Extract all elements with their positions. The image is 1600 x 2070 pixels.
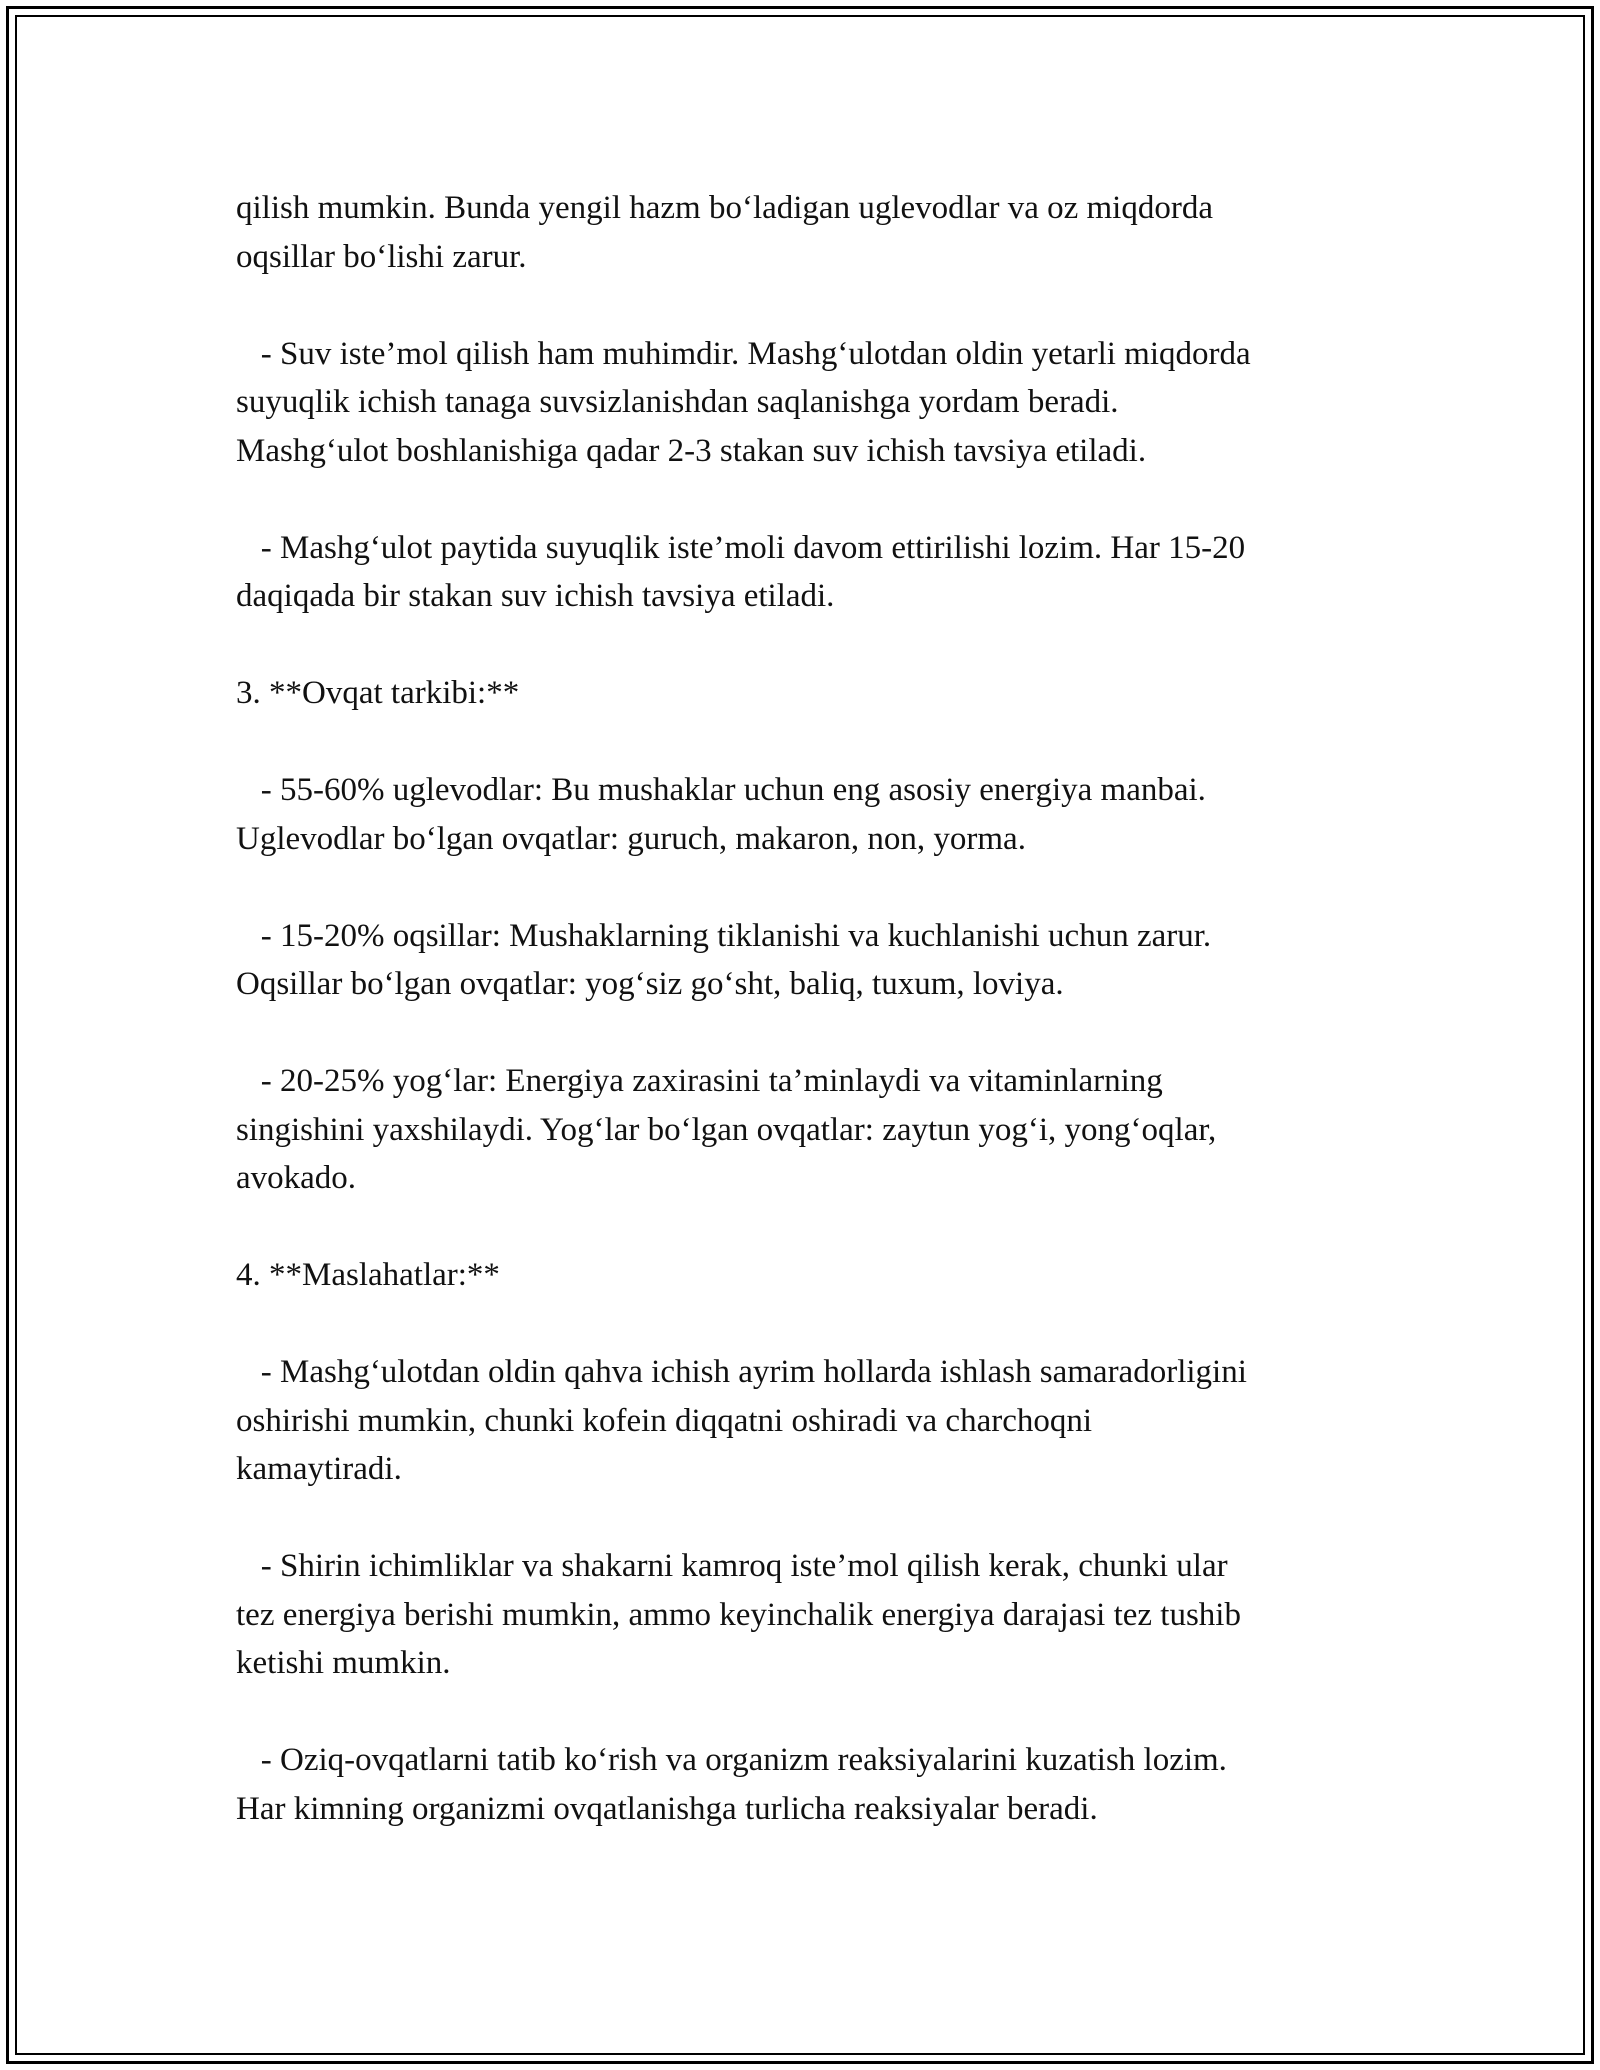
- paragraph-water-before-exercise: - Suv iste’mol qilish ham muhimdir. Mashg‘ulotdan oldin yetarli miqdorda suyuqlik ichish tanaga suvsizlanishdan saqlanishga yordam beradi. Mashg‘ulot boshlanishiga qadar 2-3 stakan suv ichish tavsiya etiladi.: [236, 335, 1251, 469]
- document-body: [236, 184, 1386, 1882]
- paragraph-continuation: qilish mumkin. Bunda yengil hazm bo‘ladigan uglevodlar va oz miqdorda oqsillar bo‘lishi zarur.: [236, 190, 1213, 275]
- paragraph-coffee-tip: - Mashg‘ulotdan oldin qahva ichish ayrim hollarda ishlash samaradorligini oshirishi mumkin, chunki kofein diqqatni oshiradi va charchoqni kamaytiradi.: [236, 1354, 1247, 1487]
- paragraph-proteins: - 15-20% oqsillar: Mushaklarning tiklanishi va kuchlanishi uchun zarur. Oqsillar bo‘lgan ovqatlar: yog‘siz go‘sht, baliq, tuxum, loviya.: [236, 917, 1212, 1002]
- section-heading-tips: 4. **Maslahatlar:**: [236, 1257, 500, 1293]
- paragraph-fats: - 20-25% yog‘lar: Energiya zaxirasini ta’minlaydi va vitaminlarning singishini yaxshilaydi. Yog‘lar bo‘lgan ovqatlar: zaytun yog‘i, yong‘oqlar, avokado.: [236, 1063, 1217, 1196]
- paragraph-body-reaction-tip: - Oziq-ovqatlarni tatib ko‘rish va organizm reaksiyalarini kuzatish lozim. Har kimning organizmi ovqatlanishga turlicha reaksiyalar beradi.: [236, 1742, 1227, 1827]
- paragraph-carbohydrates: - 55-60% uglevodlar: Bu mushaklar uchun eng asosiy energiya manbai. Uglevodlar bo‘lgan ovqatlar: guruch, makaron, non, yorma.: [236, 772, 1206, 857]
- section-heading-food-composition: 3. **Ovqat tarkibi:**: [236, 675, 520, 711]
- paragraph-sugar-tip: - Shirin ichimliklar va shakarni kamroq iste’mol qilish kerak, chunki ular tez energiya berishi mumkin, ammo keyinchalik energiya darajasi tez tushib ketishi mumkin.: [236, 1548, 1241, 1681]
- paragraph-water-during-exercise: - Mashg‘ulot paytida suyuqlik iste’moli davom ettirilishi lozim. Har 15-20 daqiqada bir stakan suv ichish tavsiya etiladi.: [236, 529, 1246, 614]
